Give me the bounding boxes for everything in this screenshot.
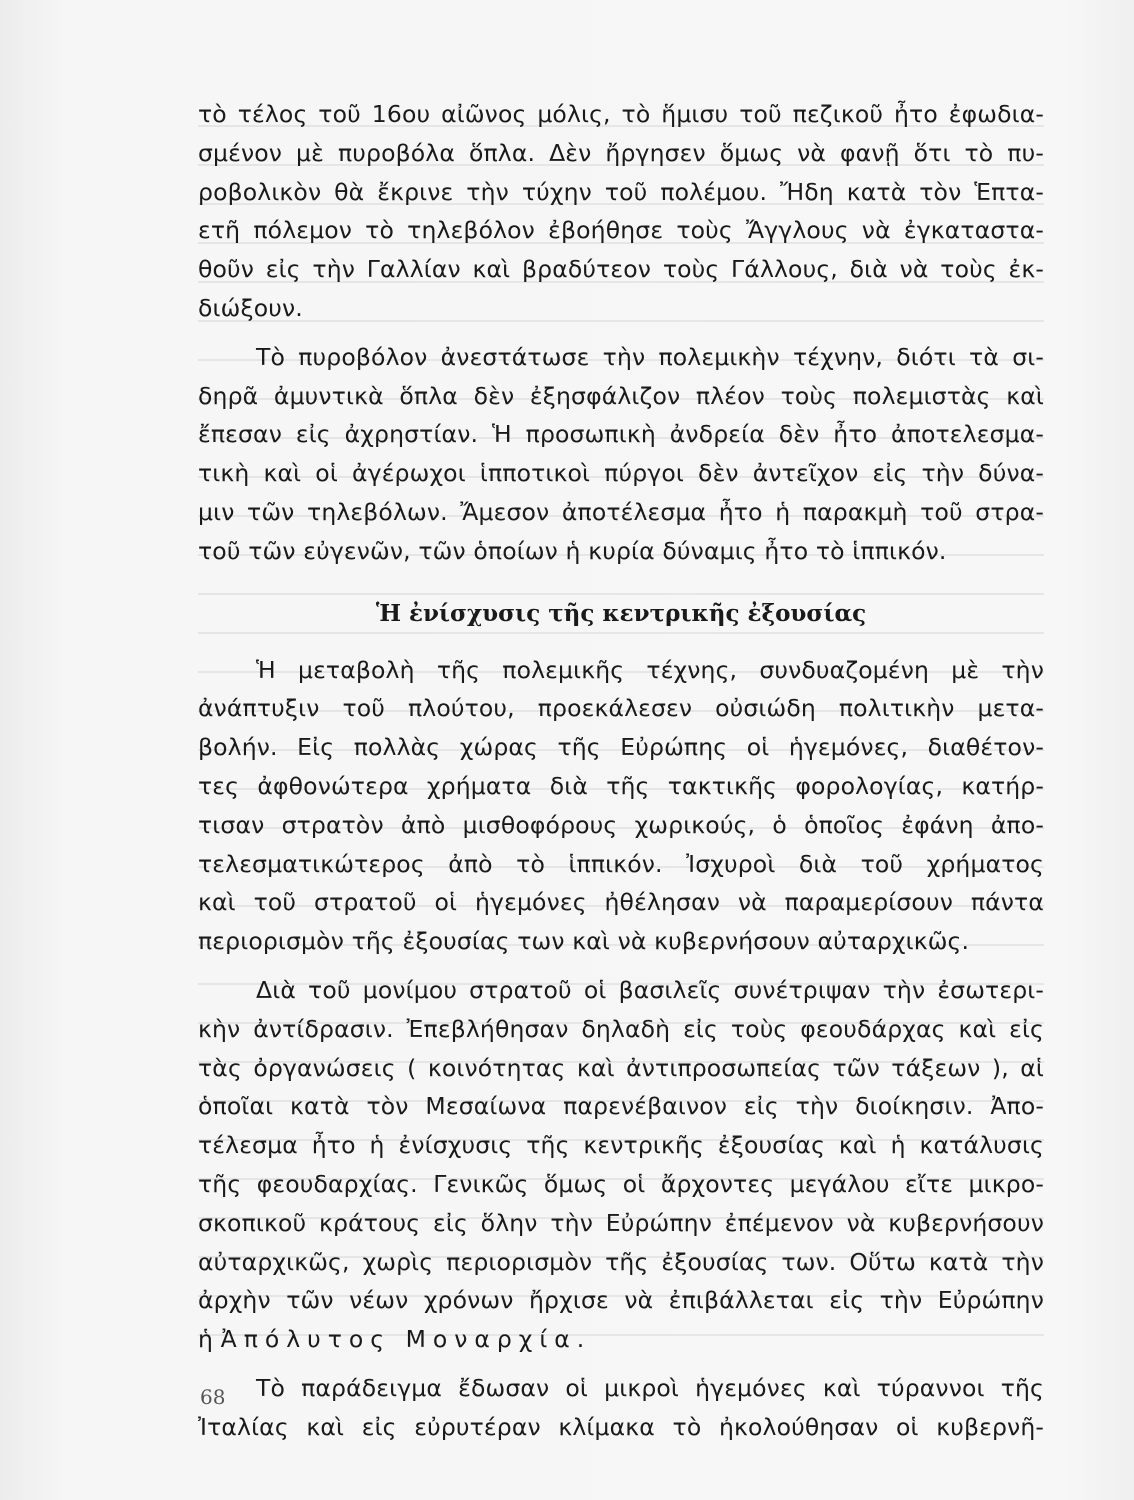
page-body — [198, 95, 1044, 1447]
paragraph — [198, 971, 1044, 1359]
text-line: διώξουν. — [198, 293, 303, 322]
text-line: τικὴ καὶ οἱ ἀγέρωχοι ἱπποτικοὶ πύργοι δὲν ἀντεῖχον εἰς τὴν δύνα- — [198, 459, 1044, 488]
text-line: τες ἀφθονώτερα χρήματα διὰ τῆς τακτικῆς φορολογίας, κατήρ- — [198, 771, 1044, 800]
line-prefix: ἡ — [198, 1325, 214, 1354]
paragraph — [198, 338, 1044, 571]
text-line: ὁποῖαι κατὰ τὸν Μεσαίωνα παρενέβαινον εἰς τὴν διοίκησιν. Ἀπο- — [198, 1092, 1044, 1121]
text-line: βολήν. Εἰς πολλὰς χώρας τῆς Εὐρώπης οἱ ἡγεμόνες, διαθέτον- — [198, 733, 1044, 762]
emphasized-term: Ἀπόλυτος Μοναρχία. — [220, 1325, 592, 1354]
text-line: τῆς φεουδαρχίας. Γενικῶς ὅμως οἱ ἄρχοντες μεγάλου εἴτε μικρο- — [198, 1169, 1044, 1198]
text-line: μιν τῶν τηλεβόλων. Ἄμεσον ἀποτέλεσμα ἦτο ἡ παρακμὴ τοῦ στρα- — [198, 497, 1044, 526]
text-line: Ἰταλίας καὶ εἰς εὐρυτέραν κλίμακα τὸ ἠκολούθησαν οἱ κυβερνῆ- — [198, 1412, 1044, 1441]
text-line: ἔπεσαν εἰς ἀχρηστίαν. Ἡ προσωπικὴ ἀνδρεία δὲν ἦτο ἀποτελεσμα- — [198, 420, 1044, 449]
paragraph — [198, 95, 1044, 328]
text-line: Ἡ μεταβολὴ τῆς πολεμικῆς τέχνης, συνδυαζομένη μὲ τὴν — [256, 655, 1044, 684]
text-line: τελεσματικώτερος ἀπὸ τὸ ἱππικόν. Ἰσχυροὶ διὰ τοῦ χρήματος — [198, 849, 1044, 878]
text-line: δηρᾶ ἀμυντικὰ ὅπλα δὲν ἐξησφάλιζον πλέον τοὺς πολεμιστὰς καὶ — [198, 381, 1044, 410]
text-line: ετῆ πόλεμον τὸ τηλεβόλον ἐβοήθησε τοὺς Ἄγγλους νὰ ἐγκαταστα- — [198, 216, 1044, 245]
text-line: καὶ τοῦ στρατοῦ οἱ ἡγεμόνες ἠθέλησαν νὰ παραμερίσουν πάντα — [198, 888, 1044, 917]
text-line: σκοπικοῦ κράτους εἰς ὅλην τὴν Εὐρώπην ἐπέμενον νὰ κυβερνήσουν — [198, 1208, 1044, 1237]
text-line: τισαν στρατὸν ἀπὸ μισθοφόρους χωρικούς, ὁ ὁποῖος ἐφάνη ἀπο- — [198, 810, 1044, 839]
text-line: Τὸ παράδειγμα ἔδωσαν οἱ μικροὶ ἡγεμόνες καὶ τύραννοι τῆς — [256, 1373, 1044, 1402]
text-line: ροβολικὸν θὰ ἔκρινε τὴν τύχην τοῦ πολέμου. Ἤδη κατὰ τὸν Ἑπτα- — [198, 177, 1044, 206]
text-line: τὰς ὀργανώσεις ( κοινότητας καὶ ἀντιπροσωπείας τῶν τάξεων ), αἱ — [198, 1053, 1044, 1082]
text-line: κὴν ἀντίδρασιν. Ἐπεβλήθησαν δηλαδὴ εἰς τοὺς φεουδάρχας καὶ εἰς — [198, 1014, 1044, 1043]
text-line: τὸ τέλος τοῦ 16ου αἰῶνος μόλις, τὸ ἥμισυ τοῦ πεζικοῦ ἦτο ἐφωδια- — [198, 100, 1044, 128]
text-line: τοῦ τῶν εὐγενῶν, τῶν ὁποίων ἡ κυρία δύναμις ἦτο τὸ ἱππικόν. — [198, 536, 947, 565]
text-line: σμένον μὲ πυροβόλα ὅπλα. Δὲν ἤργησεν ὅμως νὰ φανῇ ὅτι τὸ πυ- — [198, 138, 1044, 167]
text-line: Τὸ πυροβόλον ἀνεστάτωσε τὴν πολεμικὴν τέχνην, διότι τὰ σι- — [256, 342, 1044, 371]
paragraph — [198, 651, 1044, 961]
text-line: θοῦν εἰς τὴν Γαλλίαν καὶ βραδύτεον τοὺς Γάλλους, διὰ νὰ τοὺς ἐκ- — [198, 255, 1044, 284]
section-heading: Ἡ ἐνίσχυσις τῆς κεντρικῆς ἐξουσίας — [375, 599, 867, 627]
text-line: Διὰ τοῦ μονίμου στρατοῦ οἱ βασιλεῖς συνέτριψαν τὴν ἐσωτερι- — [256, 975, 1044, 1004]
text-line: τέλεσμα ἦτο ἡ ἐνίσχυσις τῆς κεντρικῆς ἐξουσίας καὶ ἡ κατάλυσις — [198, 1131, 1044, 1160]
text-line: περιορισμὸν τῆς ἐξουσίας των καὶ νὰ κυβερνήσουν αὐταρχικῶς. — [198, 927, 970, 956]
paragraph — [198, 1369, 1044, 1447]
text-line: αὐταρχικῶς, χωρὶς περιορισμὸν τῆς ἐξουσίας των. Οὕτω κατὰ τὴν — [198, 1247, 1044, 1276]
text-line: ἀνάπτυξιν τοῦ πλούτου, προεκάλεσεν οὐσιώδη πολιτικὴν μετα- — [198, 694, 1044, 723]
text-line: ἀρχὴν τῶν νέων χρόνων ἤρχισε νὰ ἐπιβάλλεται εἰς τὴν Εὐρώπην — [198, 1286, 1044, 1315]
page-number: 68 — [200, 1385, 226, 1409]
text-line — [198, 1320, 1044, 1359]
